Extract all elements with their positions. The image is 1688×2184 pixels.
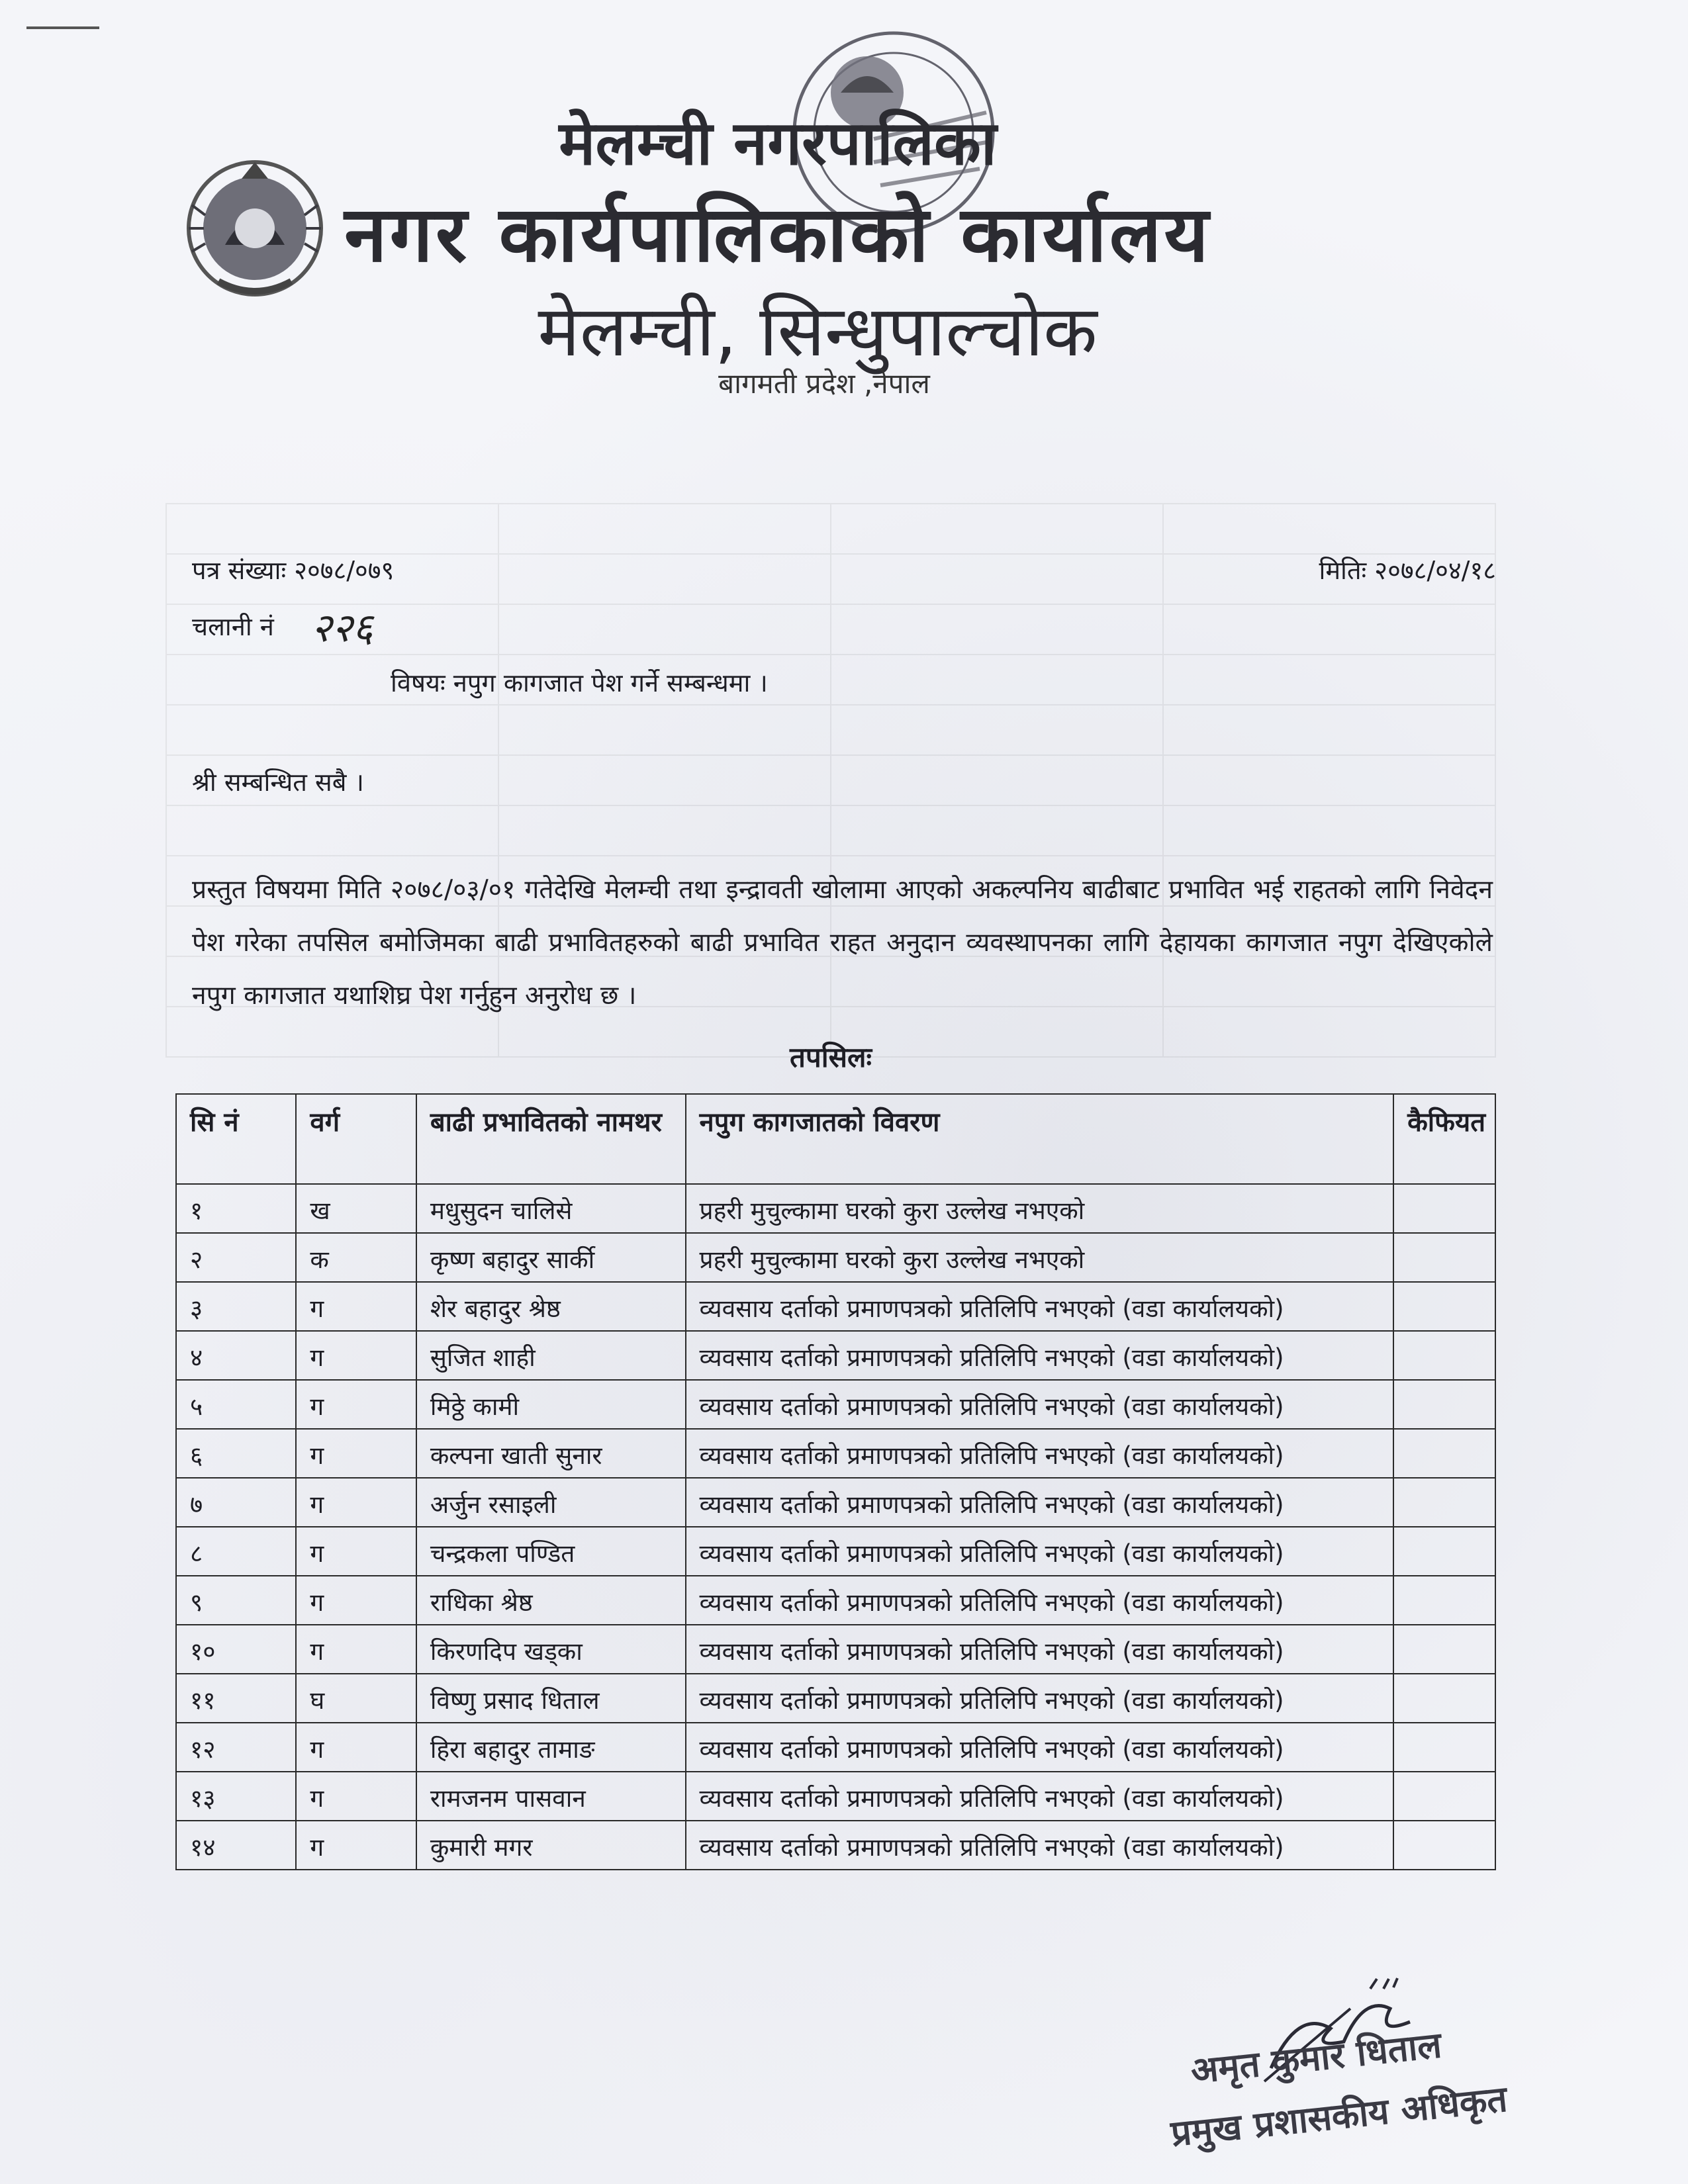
- cell-remarks: [1393, 1478, 1495, 1527]
- cell-name: विष्णु प्रसाद धिताल: [416, 1674, 686, 1723]
- header-remarks: कैफियत: [1393, 1094, 1495, 1184]
- cell-sn: १०: [176, 1625, 296, 1674]
- cell-name: अर्जुन रसाइली: [416, 1478, 686, 1527]
- cell-remarks: [1393, 1821, 1495, 1870]
- cell-name: कृष्ण बहादुर सार्की: [416, 1233, 686, 1282]
- cell-missing-docs: व्यवसाय दर्ताको प्रमाणपत्रको प्रतिलिपि नभएको (वडा कार्यालयको): [686, 1674, 1394, 1723]
- table-row: [176, 1478, 1495, 1527]
- cell-name: रामजनम पासवान: [416, 1772, 686, 1821]
- table-row: [176, 1674, 1495, 1723]
- province-name: बागमती प्रदेश ,नेपाल: [718, 367, 930, 400]
- cell-remarks: [1393, 1576, 1495, 1625]
- cell-category: ग: [296, 1821, 416, 1870]
- cell-category: ग: [296, 1429, 416, 1478]
- table-row: [176, 1331, 1495, 1380]
- cell-sn: २: [176, 1233, 296, 1282]
- cell-sn: १४: [176, 1821, 296, 1870]
- cell-name: हिरा बहादुर तामाङ: [416, 1723, 686, 1772]
- cell-name: किरणदिप खड्का: [416, 1625, 686, 1674]
- cell-missing-docs: व्यवसाय दर्ताको प्रमाणपत्रको प्रतिलिपि नभएको (वडा कार्यालयको): [686, 1772, 1394, 1821]
- table-row: [176, 1527, 1495, 1576]
- cell-remarks: [1393, 1331, 1495, 1380]
- cell-category: ग: [296, 1527, 416, 1576]
- cell-sn: १२: [176, 1723, 296, 1772]
- table-row: [176, 1429, 1495, 1478]
- cell-sn: ३: [176, 1282, 296, 1331]
- affected-persons-table: [175, 1093, 1496, 1870]
- table-row: [176, 1380, 1495, 1429]
- cell-sn: ११: [176, 1674, 296, 1723]
- cell-missing-docs: व्यवसाय दर्ताको प्रमाणपत्रको प्रतिलिपि नभएको (वडा कार्यालयको): [686, 1380, 1394, 1429]
- cell-sn: ४: [176, 1331, 296, 1380]
- cell-category: ग: [296, 1625, 416, 1674]
- cell-name: सुजित शाही: [416, 1331, 686, 1380]
- cell-name: मधुसुदन चालिसे: [416, 1184, 686, 1233]
- cell-sn: ८: [176, 1527, 296, 1576]
- table-row: [176, 1233, 1495, 1282]
- cell-missing-docs: व्यवसाय दर्ताको प्रमाणपत्रको प्रतिलिपि नभएको (वडा कार्यालयको): [686, 1429, 1394, 1478]
- table-row: [176, 1821, 1495, 1870]
- cell-missing-docs: प्रहरी मुचुल्कामा घरको कुरा उल्लेख नभएको: [686, 1184, 1394, 1233]
- cell-name: मिठ्ठे कामी: [416, 1380, 686, 1429]
- table-row: [176, 1184, 1495, 1233]
- cell-remarks: [1393, 1723, 1495, 1772]
- table-row: [176, 1576, 1495, 1625]
- cell-category: ग: [296, 1723, 416, 1772]
- cell-category: ख: [296, 1184, 416, 1233]
- cell-sn: १: [176, 1184, 296, 1233]
- cell-missing-docs: प्रहरी मुचुल्कामा घरको कुरा उल्लेख नभएको: [686, 1233, 1394, 1282]
- cell-category: ग: [296, 1576, 416, 1625]
- letter-subject: विषयः नपुग कागजात पेश गर्ने सम्बन्धमा ।: [391, 668, 768, 698]
- municipality-name: मेलम्ची नगरपालिका: [559, 108, 997, 179]
- cell-sn: १३: [176, 1772, 296, 1821]
- cell-category: क: [296, 1233, 416, 1282]
- cell-remarks: [1393, 1184, 1495, 1233]
- table-row: [176, 1772, 1495, 1821]
- cell-sn: ९: [176, 1576, 296, 1625]
- table-row: [176, 1282, 1495, 1331]
- cell-remarks: [1393, 1674, 1495, 1723]
- header-name: बाढी प्रभावितको नामथर: [416, 1094, 686, 1184]
- cell-name: राधिका श्रेष्ठ: [416, 1576, 686, 1625]
- cell-sn: ५: [176, 1380, 296, 1429]
- cell-remarks: [1393, 1380, 1495, 1429]
- office-name: नगर कार्यपालिकाको कार्यालय: [344, 190, 1211, 279]
- signatory-name: अमृत कुमार धिताल: [1188, 2024, 1444, 2092]
- cell-remarks: [1393, 1772, 1495, 1821]
- cell-remarks: [1393, 1625, 1495, 1674]
- salutation: श्री सम्बन्धित सबै ।: [192, 768, 364, 797]
- letter-number: पत्र संख्याः २०७८/०७९: [192, 556, 395, 585]
- cell-name: शेर बहादुर श्रेष्ठ: [416, 1282, 686, 1331]
- cell-category: ग: [296, 1380, 416, 1429]
- schedule-title: तपसिलः: [789, 1041, 872, 1073]
- cell-missing-docs: व्यवसाय दर्ताको प्रमाणपत्रको प्रतिलिपि नभएको (वडा कार्यालयको): [686, 1282, 1394, 1331]
- header-category: वर्ग: [296, 1094, 416, 1184]
- cell-missing-docs: व्यवसाय दर्ताको प्रमाणपत्रको प्रतिलिपि नभएको (वडा कार्यालयको): [686, 1527, 1394, 1576]
- cell-remarks: [1393, 1527, 1495, 1576]
- cell-missing-docs: व्यवसाय दर्ताको प्रमाणपत्रको प्रतिलिपि नभएको (वडा कार्यालयको): [686, 1331, 1394, 1380]
- cell-remarks: [1393, 1429, 1495, 1478]
- table-row: [176, 1625, 1495, 1674]
- cell-category: ग: [296, 1282, 416, 1331]
- cell-remarks: [1393, 1282, 1495, 1331]
- signatory-title: प्रमुख प्रशासकीय अधिकृत: [1168, 2077, 1509, 2155]
- cell-category: ग: [296, 1478, 416, 1527]
- cell-missing-docs: व्यवसाय दर्ताको प्रमाणपत्रको प्रतिलिपि नभएको (वडा कार्यालयको): [686, 1478, 1394, 1527]
- cell-category: ग: [296, 1331, 416, 1380]
- cell-missing-docs: व्यवसाय दर्ताको प्रमाणपत्रको प्रतिलिपि नभएको (वडा कार्यालयको): [686, 1576, 1394, 1625]
- office-location: मेलम्ची, सिन्धुपाल्चोक: [538, 291, 1098, 372]
- table-header-row: [176, 1094, 1495, 1184]
- cell-missing-docs: व्यवसाय दर्ताको प्रमाणपत्रको प्रतिलिपि नभएको (वडा कार्यालयको): [686, 1625, 1394, 1674]
- cell-missing-docs: व्यवसाय दर्ताको प्रमाणपत्रको प्रतिलिपि नभएको (वडा कार्यालयको): [686, 1821, 1394, 1870]
- table-row: [176, 1723, 1495, 1772]
- dispatch-number-handwritten: २२६: [311, 605, 373, 651]
- cell-missing-docs: व्यवसाय दर्ताको प्रमाणपत्रको प्रतिलिपि नभएको (वडा कार्यालयको): [686, 1723, 1394, 1772]
- cell-category: ग: [296, 1772, 416, 1821]
- header-missing-docs: नपुग कागजातको विवरण: [686, 1094, 1394, 1184]
- header-sn: सि नं: [176, 1094, 296, 1184]
- cell-sn: ७: [176, 1478, 296, 1527]
- cell-remarks: [1393, 1233, 1495, 1282]
- cell-name: चन्द्रकला पण्डित: [416, 1527, 686, 1576]
- body-paragraph: प्रस्तुत विषयमा मिति २०७८/०३/०१ गतेदेखि मेलम्ची तथा इन्द्रावती खोलामा आएको अकल्पनिय बाढीबाट प्रभावित भई राहतको लागि निवेदन पेश गरेका तपसिल बमोजिमका बाढी प्रभावितहरुको बाढी प्रभावित राहत अनुदान व्यवस्थापनका लागि देहायका कागजात नपुग देखिएकोले नपुग कागजात यथाशिघ्र पेश गर्नुहुन अनुरोध छ ।: [192, 875, 1493, 1011]
- cell-name: कुमारी मगर: [416, 1821, 686, 1870]
- letter-date: मितिः २०७८/०४/१८: [1319, 556, 1496, 585]
- scan-edge-mark: [26, 26, 99, 29]
- cell-sn: ६: [176, 1429, 296, 1478]
- cell-category: घ: [296, 1674, 416, 1723]
- dispatch-label: चलानी नं: [192, 612, 274, 641]
- cell-name: कल्पना खाती सुनार: [416, 1429, 686, 1478]
